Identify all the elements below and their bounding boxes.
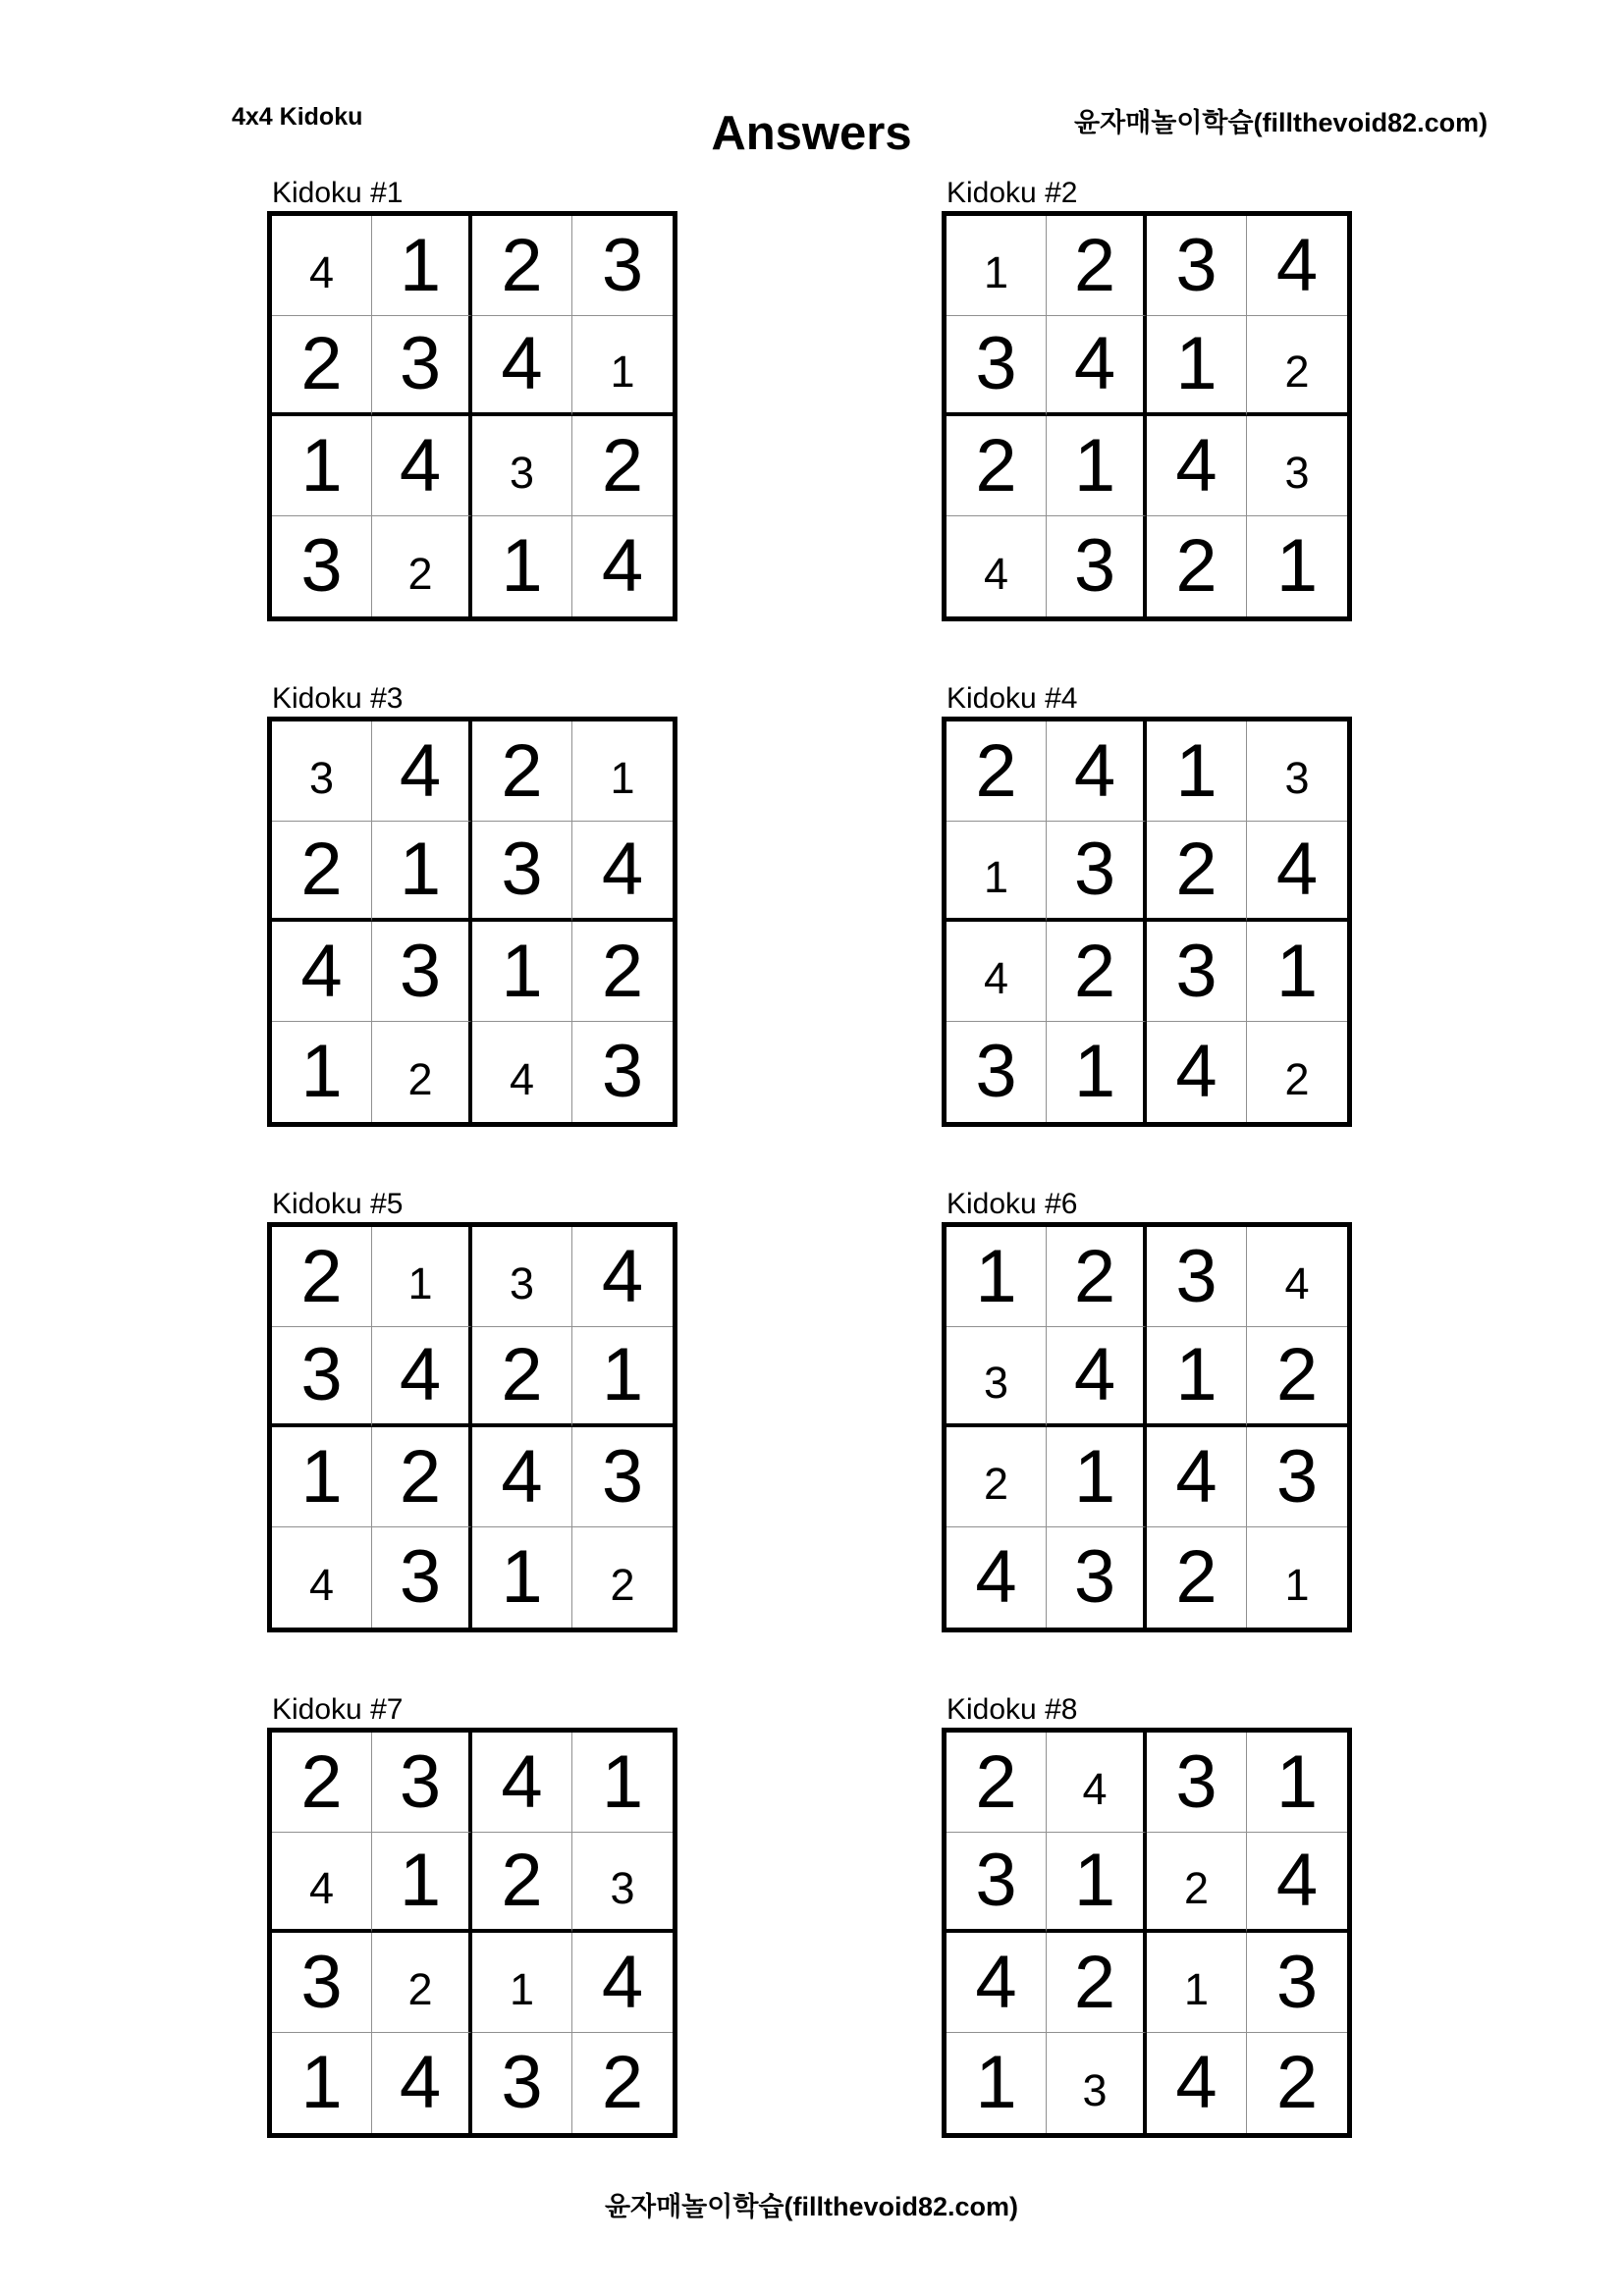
given-digit: 1 (1275, 524, 1319, 608)
grid-cell (272, 1933, 372, 2033)
grid-cell (372, 416, 472, 516)
given-digit: 2 (1073, 929, 1116, 1013)
grid-cell (1147, 1427, 1247, 1527)
grid-cell (1147, 1933, 1247, 2033)
grid-cell (947, 516, 1047, 616)
puzzle-grid (267, 211, 677, 621)
publisher-label: 윤자매놀이학습(fillthevoid82.com) (1074, 108, 1488, 137)
grid-cell (372, 1022, 472, 1122)
grid-cell (472, 516, 572, 616)
grid-cell (572, 1022, 673, 1122)
grid-cell (472, 822, 572, 922)
given-digit: 1 (1175, 728, 1217, 813)
given-digit: 4 (601, 524, 644, 608)
given-digit: 4 (1275, 223, 1319, 307)
grid-cell (1147, 1227, 1247, 1327)
grid-cell (472, 1733, 572, 1833)
grid-cell (372, 1833, 472, 1933)
grid-cell (1247, 1022, 1347, 1122)
grid-cell (1247, 1227, 1347, 1327)
given-digit: 3 (1073, 524, 1116, 608)
grid-cell (947, 1022, 1047, 1122)
given-digit: 1 (501, 1535, 543, 1619)
answer-digit: 3 (1284, 448, 1310, 498)
answer-digit: 1 (983, 851, 1009, 902)
given-digit: 2 (1275, 1333, 1319, 1416)
answer-digit: 1 (407, 1258, 433, 1308)
grid-cell (1247, 2033, 1347, 2133)
grid-cell (1247, 416, 1347, 516)
grid-cell (1147, 1833, 1247, 1933)
given-digit: 4 (1175, 1030, 1217, 1113)
answer-digit: 4 (983, 548, 1009, 599)
grid-cell (472, 1427, 572, 1527)
given-digit: 2 (300, 322, 343, 405)
given-digit: 1 (975, 1234, 1017, 1318)
answer-digit: 1 (1284, 1559, 1310, 1610)
given-digit: 3 (1175, 1234, 1217, 1318)
grid-cell (272, 922, 372, 1022)
grid-cell (1147, 1527, 1247, 1628)
given-digit: 1 (1275, 929, 1319, 1013)
given-digit: 2 (501, 1839, 543, 1922)
given-digit: 1 (1073, 1839, 1116, 1922)
grid-cell (947, 1527, 1047, 1628)
given-digit: 4 (501, 1739, 543, 1824)
given-digit: 4 (1073, 1333, 1116, 1416)
given-digit: 3 (300, 524, 343, 608)
given-digit: 1 (975, 2041, 1017, 2124)
grid-cell (1047, 216, 1147, 316)
puzzle-label: Kidoku #5 (272, 1188, 404, 1220)
puzzle-label: Kidoku #3 (272, 682, 404, 715)
answer-digit: 2 (1284, 1053, 1310, 1104)
grid-cell (572, 416, 673, 516)
given-digit: 3 (1175, 223, 1217, 307)
answer-digit: 2 (1183, 1862, 1210, 1913)
grid-cell (472, 2033, 572, 2133)
puzzle-grid (942, 1222, 1352, 1632)
grid-cell (947, 1227, 1047, 1327)
grid-cell (947, 922, 1047, 1022)
puzzle-label: Kidoku #6 (947, 1188, 1078, 1220)
given-digit: 4 (399, 728, 442, 813)
given-digit: 4 (1275, 828, 1319, 911)
grid-cell (472, 216, 572, 316)
given-digit: 4 (601, 1234, 644, 1318)
answer-digit: 4 (308, 247, 335, 297)
given-digit: 2 (399, 1434, 442, 1519)
grid-cell (272, 516, 372, 616)
grid-cell (1147, 216, 1247, 316)
grid-cell (1047, 721, 1147, 822)
given-digit: 4 (501, 1434, 543, 1519)
grid-cell (1147, 316, 1247, 416)
puzzle-grid (267, 1222, 677, 1632)
grid-cell (572, 316, 673, 416)
grid-cell (372, 1527, 472, 1628)
grid-cell (1047, 922, 1147, 1022)
grid-cell (1247, 216, 1347, 316)
given-digit: 2 (975, 423, 1017, 507)
grid-cell (1047, 516, 1147, 616)
footer-publisher: 윤자매놀이학습(fillthevoid82.com) (604, 2192, 1019, 2221)
grid-cell (372, 1933, 472, 2033)
given-digit: 3 (501, 828, 543, 911)
given-digit: 3 (601, 1434, 644, 1519)
grid-cell (947, 1833, 1047, 1933)
grid-cell (272, 2033, 372, 2133)
grid-cell (1047, 1933, 1147, 2033)
given-digit: 2 (501, 1333, 543, 1416)
given-digit: 1 (601, 1739, 644, 1824)
grid-cell (947, 822, 1047, 922)
given-digit: 1 (300, 1434, 343, 1519)
puzzle-label: Kidoku #8 (947, 1693, 1078, 1726)
given-digit: 2 (601, 423, 644, 507)
grid-cell (1247, 1933, 1347, 2033)
grid-cell (572, 721, 673, 822)
grid-cell (1147, 416, 1247, 516)
grid-cell (947, 1733, 1047, 1833)
grid-cell (1047, 416, 1147, 516)
answer-digit: 3 (509, 1258, 535, 1308)
grid-cell (272, 1427, 372, 1527)
grid-cell (947, 721, 1047, 822)
given-digit: 1 (300, 1030, 343, 1113)
grid-cell (372, 822, 472, 922)
given-digit: 3 (601, 1030, 644, 1113)
given-digit: 4 (300, 929, 343, 1013)
grid-cell (372, 1327, 472, 1427)
grid-cell (947, 316, 1047, 416)
grid-cell (947, 216, 1047, 316)
grid-cell (272, 1327, 372, 1427)
grid-cell (372, 316, 472, 416)
grid-cell (372, 1733, 472, 1833)
grid-cell (1147, 516, 1247, 616)
given-digit: 2 (1175, 1535, 1217, 1619)
grid-cell (272, 1733, 372, 1833)
answer-digit: 1 (983, 247, 1009, 297)
given-digit: 3 (300, 1333, 343, 1416)
grid-cell (572, 1527, 673, 1628)
grid-cell (1247, 721, 1347, 822)
grid-cell (1047, 1327, 1147, 1427)
answer-digit: 1 (610, 753, 635, 803)
puzzle-grid (942, 717, 1352, 1127)
given-digit: 4 (1275, 1839, 1319, 1922)
grid-cell (472, 1022, 572, 1122)
given-digit: 2 (1073, 223, 1116, 307)
given-digit: 4 (501, 322, 543, 405)
grid-cell (1047, 1022, 1147, 1122)
given-digit: 2 (1073, 1234, 1116, 1318)
grid-cell (947, 416, 1047, 516)
given-digit: 4 (601, 828, 644, 911)
grid-cell (1147, 2033, 1247, 2133)
grid-cell (372, 2033, 472, 2133)
grid-cell (572, 1327, 673, 1427)
grid-cell (1147, 922, 1247, 1022)
grid-cell (272, 1227, 372, 1327)
grid-cell (272, 216, 372, 316)
grid-cell (1047, 1427, 1147, 1527)
answer-digit: 3 (983, 1357, 1009, 1408)
grid-cell (372, 216, 472, 316)
grid-cell (1247, 1427, 1347, 1527)
given-digit: 4 (1073, 322, 1116, 405)
answer-digit: 2 (983, 1459, 1009, 1509)
puzzle-grid (267, 717, 677, 1127)
grid-cell (1147, 721, 1247, 822)
given-digit: 2 (501, 223, 543, 307)
given-digit: 3 (1073, 1535, 1116, 1619)
grid-cell (372, 516, 472, 616)
given-digit: 1 (501, 929, 543, 1013)
given-digit: 4 (1175, 1434, 1217, 1519)
grid-cell (1047, 1227, 1147, 1327)
answer-digit: 4 (1082, 1764, 1108, 1814)
given-digit: 3 (399, 1739, 442, 1824)
given-digit: 1 (1275, 1739, 1319, 1824)
given-digit: 4 (399, 2041, 442, 2124)
grid-cell (272, 1833, 372, 1933)
given-digit: 1 (1073, 423, 1116, 507)
grid-cell (1147, 1022, 1247, 1122)
given-digit: 1 (1175, 322, 1217, 405)
given-digit: 2 (1073, 1940, 1116, 2024)
grid-cell (1047, 1833, 1147, 1933)
grid-cell (372, 1227, 472, 1327)
given-digit: 4 (1175, 2041, 1217, 2124)
grid-cell (572, 516, 673, 616)
answer-digit: 4 (308, 1559, 335, 1610)
given-digit: 3 (501, 2041, 543, 2124)
given-digit: 1 (501, 524, 543, 608)
grid-cell (572, 1833, 673, 1933)
given-digit: 4 (399, 423, 442, 507)
given-digit: 4 (1175, 423, 1217, 507)
grid-cell (947, 1933, 1047, 2033)
grid-cell (472, 922, 572, 1022)
grid-cell (1247, 1527, 1347, 1628)
grid-cell (1247, 922, 1347, 1022)
grid-cell (1247, 516, 1347, 616)
grid-cell (472, 1527, 572, 1628)
given-digit: 3 (975, 1030, 1017, 1113)
grid-cell (372, 1427, 472, 1527)
grid-cell (1247, 1327, 1347, 1427)
grid-cell (372, 721, 472, 822)
puzzle-label: Kidoku #7 (272, 1693, 404, 1726)
given-digit: 3 (601, 223, 644, 307)
answer-digit: 4 (509, 1053, 535, 1104)
grid-cell (1247, 316, 1347, 416)
given-digit: 2 (300, 1739, 343, 1824)
grid-cell (572, 1733, 673, 1833)
given-digit: 2 (300, 828, 343, 911)
given-digit: 2 (1175, 524, 1217, 608)
grid-cell (472, 1833, 572, 1933)
given-digit: 2 (975, 1739, 1017, 1824)
answer-digit: 3 (1082, 2064, 1108, 2115)
given-digit: 3 (1275, 1434, 1319, 1519)
answer-digit: 1 (610, 346, 635, 397)
given-digit: 2 (601, 929, 644, 1013)
answer-digit: 3 (610, 1862, 635, 1913)
given-digit: 3 (975, 322, 1017, 405)
given-digit: 3 (399, 1535, 442, 1619)
worksheet-type-label: 4x4 Kidoku (232, 103, 363, 131)
answer-digit: 2 (1284, 346, 1310, 397)
grid-cell (947, 2033, 1047, 2133)
puzzle-grid (267, 1728, 677, 2138)
given-digit: 2 (1175, 828, 1217, 911)
answer-digit: 1 (1183, 1964, 1210, 2014)
given-digit: 1 (601, 1333, 644, 1416)
grid-cell (1047, 1733, 1147, 1833)
puzzle-grid (942, 211, 1352, 621)
grid-cell (1247, 822, 1347, 922)
grid-cell (472, 1327, 572, 1427)
given-digit: 1 (399, 223, 442, 307)
given-digit: 4 (1073, 728, 1116, 813)
given-digit: 2 (300, 1234, 343, 1318)
answer-digit: 2 (407, 548, 433, 599)
given-digit: 1 (1073, 1030, 1116, 1113)
given-digit: 2 (1275, 2041, 1319, 2124)
given-digit: 2 (601, 2041, 644, 2124)
grid-cell (372, 922, 472, 1022)
grid-cell (472, 721, 572, 822)
grid-cell (1247, 1833, 1347, 1933)
given-digit: 1 (399, 828, 442, 911)
given-digit: 3 (1175, 929, 1217, 1013)
grid-cell (1147, 1327, 1247, 1427)
answer-digit: 4 (983, 953, 1009, 1003)
grid-cell (272, 822, 372, 922)
grid-cell (572, 2033, 673, 2133)
grid-cell (472, 416, 572, 516)
given-digit: 3 (300, 1940, 343, 2024)
given-digit: 3 (975, 1839, 1017, 1922)
grid-cell (272, 416, 372, 516)
answer-digit: 4 (308, 1862, 335, 1913)
grid-cell (1147, 822, 1247, 922)
puzzle-label: Kidoku #4 (947, 682, 1078, 715)
grid-cell (572, 922, 673, 1022)
answer-digit: 3 (509, 448, 535, 498)
given-digit: 3 (1275, 1940, 1319, 2024)
given-digit: 2 (501, 728, 543, 813)
grid-cell (1047, 822, 1147, 922)
given-digit: 3 (399, 322, 442, 405)
answer-digit: 4 (1284, 1258, 1310, 1308)
given-digit: 1 (300, 2041, 343, 2124)
answer-digit: 1 (509, 1964, 535, 2014)
grid-cell (1047, 316, 1147, 416)
grid-cell (472, 1933, 572, 2033)
given-digit: 1 (300, 423, 343, 507)
given-digit: 4 (601, 1940, 644, 2024)
answer-digit: 2 (610, 1559, 635, 1610)
grid-cell (272, 1022, 372, 1122)
answer-digit: 3 (308, 753, 335, 803)
given-digit: 4 (399, 1333, 442, 1416)
grid-cell (1147, 1733, 1247, 1833)
given-digit: 3 (1175, 1739, 1217, 1824)
given-digit: 1 (399, 1839, 442, 1922)
answer-digit: 2 (407, 1964, 433, 2014)
grid-cell (947, 1327, 1047, 1427)
grid-cell (272, 316, 372, 416)
given-digit: 3 (399, 929, 442, 1013)
given-digit: 1 (1175, 1333, 1217, 1416)
grid-cell (572, 1227, 673, 1327)
given-digit: 3 (1073, 828, 1116, 911)
puzzle-grid (942, 1728, 1352, 2138)
given-digit: 4 (975, 1535, 1017, 1619)
grid-cell (1047, 1527, 1147, 1628)
grid-cell (572, 822, 673, 922)
grid-cell (572, 1933, 673, 2033)
grid-cell (572, 1427, 673, 1527)
grid-cell (1047, 2033, 1147, 2133)
grid-cell (947, 1427, 1047, 1527)
puzzle-label: Kidoku #2 (947, 177, 1078, 209)
grid-cell (1247, 1733, 1347, 1833)
grid-cell (472, 316, 572, 416)
answer-digit: 3 (1284, 753, 1310, 803)
given-digit: 4 (975, 1940, 1017, 2024)
grid-cell (472, 1227, 572, 1327)
page-title: Answers (711, 107, 912, 160)
grid-cell (572, 216, 673, 316)
answer-digit: 2 (407, 1053, 433, 1104)
given-digit: 2 (975, 728, 1017, 813)
grid-cell (272, 721, 372, 822)
given-digit: 1 (1073, 1434, 1116, 1519)
puzzle-label: Kidoku #1 (272, 177, 404, 209)
grid-cell (272, 1527, 372, 1628)
